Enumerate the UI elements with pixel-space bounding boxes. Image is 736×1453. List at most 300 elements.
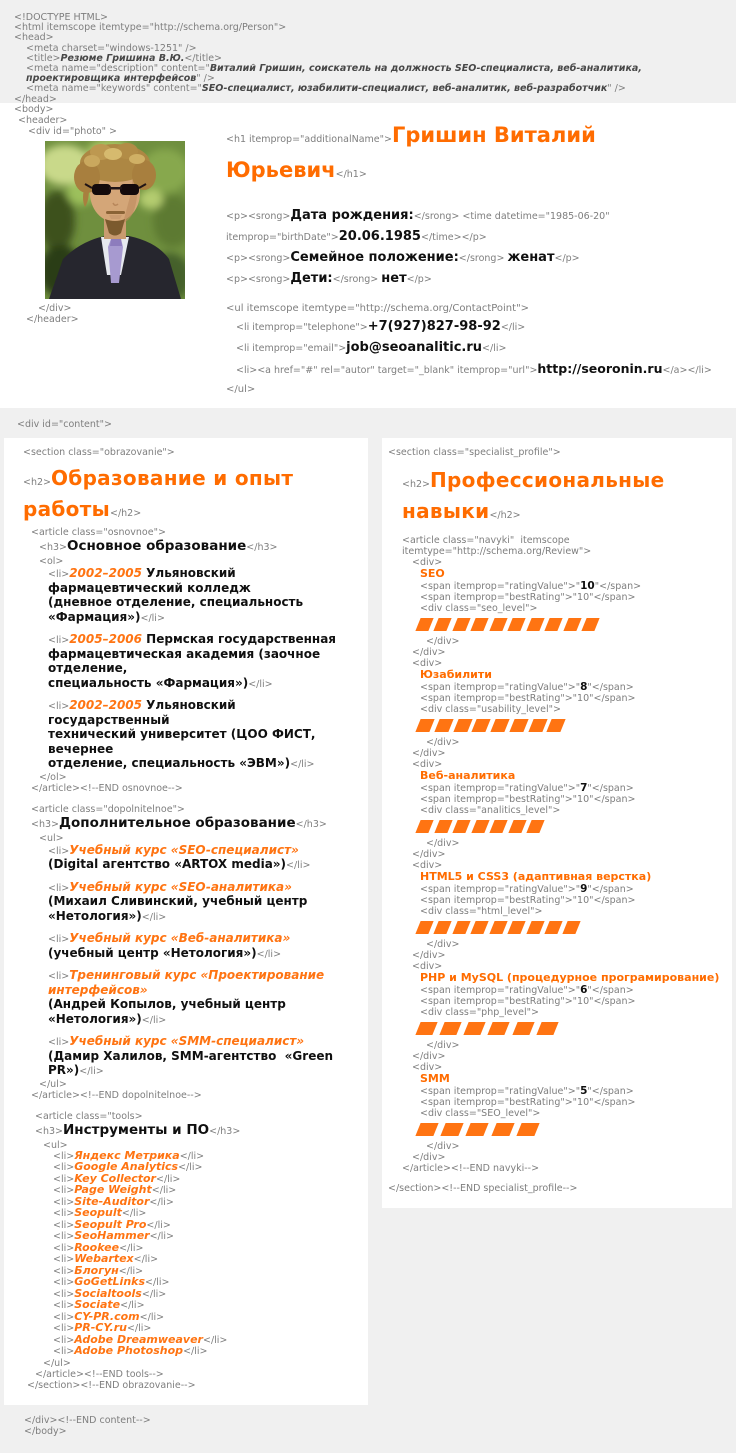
code-line <box>23 648 360 677</box>
code-segment: +7(927)827-98-92 <box>367 319 501 334</box>
code-line <box>23 1346 360 1358</box>
code-segment: </div> <box>412 748 446 759</box>
code-line <box>226 359 726 381</box>
code-segment: </srong> <box>458 253 508 264</box>
code-segment: <li> <box>53 1288 75 1300</box>
code-segment: </h3> <box>295 818 327 830</box>
code-segment: </li> <box>500 322 526 333</box>
skill-bar-stripe <box>536 1022 559 1035</box>
code-segment: <li> <box>53 1231 75 1242</box>
code-segment: Учебный курс «SEO-специалист» <box>69 842 299 857</box>
code-segment: 5 <box>580 1085 588 1097</box>
code-line <box>23 527 360 538</box>
spacer <box>226 190 726 206</box>
code-segment: </div> <box>426 1141 460 1152</box>
code-line <box>388 1073 724 1086</box>
code-line <box>388 647 724 658</box>
code-line <box>388 884 724 895</box>
code-segment: женат <box>507 250 555 265</box>
code-segment: </div> <box>426 1040 460 1051</box>
code-line <box>388 669 724 682</box>
skill-bar-stripe <box>434 719 453 732</box>
code-line <box>388 985 724 996</box>
code-line <box>18 314 214 325</box>
code-segment: </li> <box>248 678 273 690</box>
code-segment: </li> <box>256 948 282 960</box>
code-segment: <div class="SEO_level"> <box>420 1108 541 1119</box>
code-line <box>388 972 724 985</box>
code-segment: <li> <box>53 1323 75 1334</box>
code-segment: <section class="obrazovanie"> <box>23 447 175 458</box>
code-segment: </li> <box>139 1311 165 1323</box>
code-segment: GoGetLinks <box>74 1275 146 1288</box>
header-open-code <box>18 115 214 137</box>
profile-photo-image <box>45 141 185 299</box>
code-line <box>23 932 360 947</box>
skill-bar-stripe <box>464 1022 487 1035</box>
code-line <box>23 757 360 772</box>
code-segment: 20.06.1985 <box>338 229 421 244</box>
code-segment: </li> <box>286 860 311 871</box>
code-segment: <div class="php_level"> <box>420 1007 539 1018</box>
code-segment: </time></p> <box>420 232 487 243</box>
code-segment: Гришин Виталий Юрьевич <box>226 123 604 182</box>
code-segment: "</span> <box>587 985 634 996</box>
code-line <box>23 1079 360 1090</box>
skill-bar-stripe <box>489 618 508 631</box>
code-line <box>226 206 726 248</box>
skill-bar-stripe <box>508 820 527 833</box>
skill-bar-stripe <box>507 921 526 934</box>
code-segment: </body> <box>24 1425 67 1437</box>
code-segment: <li> <box>53 1173 75 1185</box>
code-segment: </li> <box>133 1254 159 1265</box>
code-segment: <span itemprop="bestRating">"10"</span> <box>420 895 636 906</box>
skill-bar <box>418 1123 544 1136</box>
code-segment: <div> <box>412 658 443 669</box>
header-photo-column <box>18 115 214 398</box>
code-segment: фармацевтическая академия (заочное отделение, <box>48 646 325 675</box>
code-segment: Socialtools <box>74 1286 142 1300</box>
code-segment: </ul> <box>43 1357 71 1369</box>
skill-bar-stripe <box>452 921 471 934</box>
code-line <box>23 699 360 728</box>
code-segment: <li> <box>53 1162 75 1173</box>
header-band <box>0 103 736 408</box>
code-segment: Блогун <box>74 1263 119 1277</box>
code-segment: </div> <box>412 1152 446 1163</box>
code-segment: </ul> <box>39 1078 67 1090</box>
code-line <box>388 1051 724 1062</box>
code-segment: SEO-специалист, юзабилити-специалист, веб-аналитик, веб-разработчик <box>201 83 608 95</box>
code-line <box>23 804 360 815</box>
code-segment: <h2> <box>23 477 51 488</box>
code-segment: </li> <box>178 1162 203 1173</box>
code-segment: Профессиональные навыки <box>402 468 672 523</box>
code-segment: </li> <box>126 1323 152 1334</box>
code-segment: <article class="dopolnitelnoe"> <box>31 803 185 815</box>
code-segment: </div> <box>412 950 446 961</box>
code-line <box>388 783 724 794</box>
code-segment: </h2> <box>489 510 521 521</box>
code-line <box>23 447 360 458</box>
code-segment: </li> <box>149 1231 174 1242</box>
code-line <box>24 1426 736 1437</box>
code-segment: (Михаил Сливинский, учебный центр «Нетология») <box>48 894 312 923</box>
code-line <box>388 895 724 906</box>
code-segment: <li> <box>53 1334 75 1346</box>
code-line <box>388 1086 724 1097</box>
code-line <box>23 465 360 527</box>
code-segment: <p><srong> <box>226 211 291 222</box>
code-segment: </div> <box>412 1051 446 1062</box>
skill-bar-stripe <box>434 820 453 833</box>
code-segment: специальность «Фармация») <box>48 675 249 690</box>
code-segment: 7 <box>580 782 588 794</box>
code-segment: Веб-аналитика <box>420 769 516 782</box>
code-segment: <article class="osnovnoe"> <box>31 527 166 538</box>
header-close-code <box>18 303 214 325</box>
code-segment: <li> <box>48 971 70 982</box>
spacer <box>23 1101 360 1111</box>
skill-bar-stripe <box>434 618 453 631</box>
code-segment: <body> <box>14 103 54 115</box>
code-line <box>23 1122 360 1140</box>
code-segment: <li> <box>48 701 70 712</box>
code-line <box>23 998 360 1027</box>
code-line <box>226 338 726 359</box>
skill-bar <box>418 921 584 934</box>
skill-bar-stripe <box>471 820 490 833</box>
code-segment: <li> <box>53 1219 75 1231</box>
code-segment: </h1> <box>335 169 367 180</box>
code-line <box>388 592 724 603</box>
code-segment: "</span> <box>587 1086 634 1097</box>
doc-footer-code <box>0 1405 736 1437</box>
code-segment: </section><!--END specialist_profile--> <box>388 1183 578 1194</box>
code-segment: (Андрей Копылов, учебный центр «Нетология») <box>48 997 290 1026</box>
code-segment: <title> <box>26 52 61 64</box>
code-segment: <li itemprop="telephone"> <box>236 322 368 333</box>
skill-bar-stripe <box>415 1123 438 1136</box>
spacer <box>226 290 726 300</box>
code-segment: <li> <box>48 569 70 580</box>
code-segment: <li> <box>48 1037 70 1048</box>
code-segment: <h3> <box>31 818 59 830</box>
code-segment: <ul itemscope itemtype="http://schema.org/ContactPoint"> <box>226 303 530 314</box>
skill-bar-stripe <box>415 1022 438 1035</box>
code-segment: 10 <box>580 580 595 592</box>
skill-bar-stripe <box>563 921 582 934</box>
code-segment: </li> <box>482 343 507 354</box>
code-segment: <li> <box>53 1150 75 1162</box>
code-line <box>23 538 360 556</box>
code-segment: </srong> <time datetime="1985-06-20" itemprop="birthDate"> <box>226 211 613 243</box>
code-segment: </li> <box>79 1066 104 1077</box>
code-segment: "</span> <box>587 682 634 693</box>
code-segment: </li> <box>141 1014 167 1026</box>
code-line <box>388 1141 724 1152</box>
code-line <box>23 844 360 859</box>
code-segment: </article><!--END dopolnitelnoe--> <box>31 1089 202 1101</box>
code-segment: <ol> <box>39 556 64 567</box>
code-segment: <article class="tools> <box>35 1110 143 1122</box>
code-segment: <div> <box>412 860 443 871</box>
skill-bar-stripe <box>453 719 472 732</box>
skill-bar-stripe <box>544 921 563 934</box>
code-segment: <meta charset="windows-1251" /> <box>26 42 197 54</box>
skill-bar-stripe <box>516 1123 539 1136</box>
code-segment: </div> <box>38 303 72 314</box>
code-line <box>18 303 214 314</box>
code-line <box>23 947 360 962</box>
code-segment: <span itemprop="ratingValue">" <box>420 884 581 895</box>
code-segment: 8 <box>580 681 588 693</box>
code-line <box>226 381 726 398</box>
skill-bar-stripe <box>547 719 566 732</box>
code-segment: </li> <box>290 759 315 770</box>
code-line <box>388 581 724 592</box>
skill-bar-stripe <box>526 921 545 934</box>
code-segment: <div> <box>412 557 443 568</box>
code-segment: <span itemprop="bestRating">"10"</span> <box>420 693 636 704</box>
code-segment: </li> <box>149 1196 174 1208</box>
code-line <box>23 858 360 873</box>
code-segment: <span itemprop="ratingValue">" <box>420 581 581 592</box>
code-segment: SMM <box>420 1072 450 1085</box>
code-line <box>23 567 360 596</box>
skill-bar-stripe <box>471 921 490 934</box>
code-line <box>23 1369 360 1380</box>
skill-bar-stripe <box>545 618 564 631</box>
code-segment: Sociate <box>74 1298 121 1311</box>
code-segment: Rookee <box>74 1240 120 1254</box>
code-segment: </li> <box>202 1334 228 1346</box>
code-line <box>388 906 724 917</box>
header-info-column <box>226 115 726 398</box>
code-segment: Ульяновский фармацевтический колледж <box>48 566 251 595</box>
skill-bar-stripe <box>452 618 471 631</box>
code-line <box>23 815 360 833</box>
code-segment: </h3> <box>209 1125 241 1137</box>
skill-bar-stripe <box>415 820 434 833</box>
skill-bar <box>418 1022 563 1035</box>
code-line <box>388 794 724 805</box>
code-segment: <li> <box>53 1311 75 1323</box>
code-line <box>14 84 726 94</box>
code-segment: Яндекс Метрика <box>74 1148 180 1162</box>
code-line <box>23 1358 360 1369</box>
skill-bar-stripe <box>488 1022 511 1035</box>
doc-head-band <box>0 0 736 115</box>
code-segment: <span itemprop="bestRating">"10"</span> <box>420 996 636 1007</box>
code-segment: </li> <box>145 1277 170 1288</box>
skill-bar-stripe <box>489 921 508 934</box>
code-segment: <span itemprop="bestRating">"10"</span> <box>420 592 636 603</box>
skill-bar-stripe <box>512 1022 535 1035</box>
code-segment: </div> <box>426 636 460 647</box>
code-segment: <li> <box>48 934 70 945</box>
code-segment: </h3> <box>246 542 278 553</box>
code-segment: "</span> <box>587 884 634 895</box>
code-segment: Seopult <box>74 1206 122 1219</box>
code-line <box>14 23 726 33</box>
skill-bar-stripe <box>563 618 582 631</box>
code-segment: CY-PR.com <box>74 1309 140 1323</box>
code-segment: </srong> <box>332 274 382 285</box>
code-segment: <li> <box>53 1265 75 1277</box>
code-segment: 2002–2005 <box>69 698 142 712</box>
code-segment: <li itemprop="email"> <box>236 343 347 354</box>
code-segment: <html itemscope itemtype="http://schema.org/Person"> <box>14 22 287 34</box>
skill-bar-stripe <box>528 719 547 732</box>
code-line <box>388 682 724 693</box>
code-segment: SeoHammer <box>74 1229 150 1242</box>
code-segment: <p><srong> <box>226 253 291 264</box>
code-line <box>23 772 360 783</box>
code-segment: Тренинговый курс «Проектирование интерфейсов» <box>48 968 329 997</box>
code-segment: <article class="navyki" itemscope itemtype="http://schema.org/Review"> <box>402 535 592 557</box>
code-segment: </li> <box>141 911 167 923</box>
code-segment: 9 <box>580 883 588 895</box>
code-segment: нет <box>381 271 407 286</box>
code-segment: (Дамир Халилов, SMM-агентство «Green PR») <box>48 1048 338 1077</box>
skill-bar-stripe <box>466 1123 489 1136</box>
code-segment: <ul> <box>43 1139 68 1151</box>
code-line <box>23 881 360 896</box>
code-line <box>388 805 724 816</box>
code-segment: Инструменты и ПО <box>63 1121 210 1138</box>
code-segment: <li> <box>53 1277 75 1288</box>
code-segment: </li> <box>179 1150 205 1162</box>
skill-bar-stripe <box>509 719 528 732</box>
code-segment: </article><!--END navyki--> <box>402 1163 540 1174</box>
code-line <box>23 1111 360 1122</box>
code-line <box>23 1380 360 1391</box>
code-segment: </div> <box>426 737 460 748</box>
code-segment: </h2> <box>110 508 142 519</box>
skill-bar-stripe <box>582 618 601 631</box>
code-segment: </li> <box>183 1346 208 1357</box>
skill-bar <box>418 719 568 732</box>
code-segment: <li> <box>53 1300 75 1311</box>
code-segment: <ul> <box>39 832 64 844</box>
code-segment: <h3> <box>39 542 67 553</box>
code-line <box>388 1152 724 1163</box>
code-segment: Дети: <box>290 271 333 286</box>
code-segment: <div class="seo_level"> <box>420 603 538 614</box>
code-segment: <div id="photo" > <box>28 126 118 137</box>
code-segment: <div> <box>412 759 443 770</box>
code-line <box>14 64 726 84</box>
skills-section <box>382 438 732 1208</box>
code-segment: <div class="html_level"> <box>420 906 543 917</box>
skill-bar-stripe <box>490 719 509 732</box>
code-segment: <div class="analitics_level"> <box>420 805 561 816</box>
profile-url-link[interactable]: http://seoronin.ru <box>537 361 663 376</box>
code-line <box>388 939 724 950</box>
code-line <box>388 603 724 614</box>
code-segment: " /> <box>607 83 626 95</box>
code-segment: технический университет (ЦОО ФИСТ, вечернее <box>48 727 320 756</box>
code-segment: Пермская государственная <box>142 632 337 646</box>
code-segment: </li> <box>155 1173 181 1185</box>
code-segment: <span itemprop="ratingValue">" <box>420 1086 581 1097</box>
skill-bar-stripe <box>452 820 471 833</box>
code-line <box>388 838 724 849</box>
code-line <box>226 120 726 190</box>
skill-bar-stripe <box>527 820 546 833</box>
code-segment: (Digital агентство «ARTOX media») <box>48 857 287 871</box>
skill-bar <box>418 618 603 631</box>
code-segment: Seopult Pro <box>74 1217 147 1231</box>
content-band <box>0 408 736 1453</box>
code-line <box>388 1040 724 1051</box>
code-line <box>388 636 724 647</box>
code-segment: Page Weight <box>74 1183 152 1196</box>
code-segment: 6 <box>580 984 588 996</box>
code-segment: <div> <box>412 961 443 972</box>
code-line <box>226 300 726 317</box>
code-segment: </section><!--END obrazovanie--> <box>27 1379 196 1391</box>
code-segment: </p> <box>406 274 432 285</box>
code-line <box>388 693 724 704</box>
skill-bar-stripe <box>490 820 509 833</box>
code-segment: "</span> <box>594 581 642 592</box>
code-line <box>23 1050 360 1079</box>
code-segment: <div id="content"> <box>17 419 112 430</box>
code-segment: </ul> <box>226 384 256 395</box>
code-segment: Site-Auditor <box>74 1194 150 1208</box>
code-line <box>388 950 724 961</box>
code-segment: <span itemprop="ratingValue">" <box>420 682 581 693</box>
code-segment: <section class="specialist_profile"> <box>388 447 561 458</box>
code-segment: <li> <box>53 1242 75 1254</box>
code-segment: </title> <box>184 52 223 64</box>
code-line <box>388 1097 724 1108</box>
code-line <box>24 1415 736 1426</box>
code-segment: </ol> <box>39 771 67 783</box>
code-segment: <!DOCTYPE HTML> <box>14 12 108 23</box>
code-segment: </div> <box>412 849 446 860</box>
profile-photo <box>45 141 185 299</box>
code-line <box>226 248 726 269</box>
code-line <box>388 871 724 884</box>
doc-head-code <box>14 13 726 115</box>
code-segment: </li> <box>118 1265 144 1277</box>
code-segment: </div> <box>426 838 460 849</box>
code-segment: Резюме Гришина В.Ю. <box>60 52 185 64</box>
code-line <box>388 1183 724 1194</box>
skill-bar-stripe <box>415 618 434 631</box>
code-line <box>388 1007 724 1018</box>
skill-bar-stripe <box>508 618 527 631</box>
code-line <box>388 1163 724 1174</box>
code-line <box>388 1108 724 1119</box>
skill-bar-stripe <box>415 921 434 934</box>
code-segment: </li> <box>120 1300 145 1311</box>
code-line <box>18 126 214 137</box>
code-segment: <li> <box>53 1254 75 1265</box>
skill-bar-stripe <box>472 719 491 732</box>
skill-bar-stripe <box>491 1123 514 1136</box>
code-line <box>388 996 724 1007</box>
content-columns <box>0 438 736 1405</box>
code-segment: 2005–2006 <box>69 632 142 646</box>
code-segment: <header> <box>18 115 68 126</box>
code-segment: </article><!--END osnovnoe--> <box>31 782 183 794</box>
code-line <box>23 1035 360 1050</box>
